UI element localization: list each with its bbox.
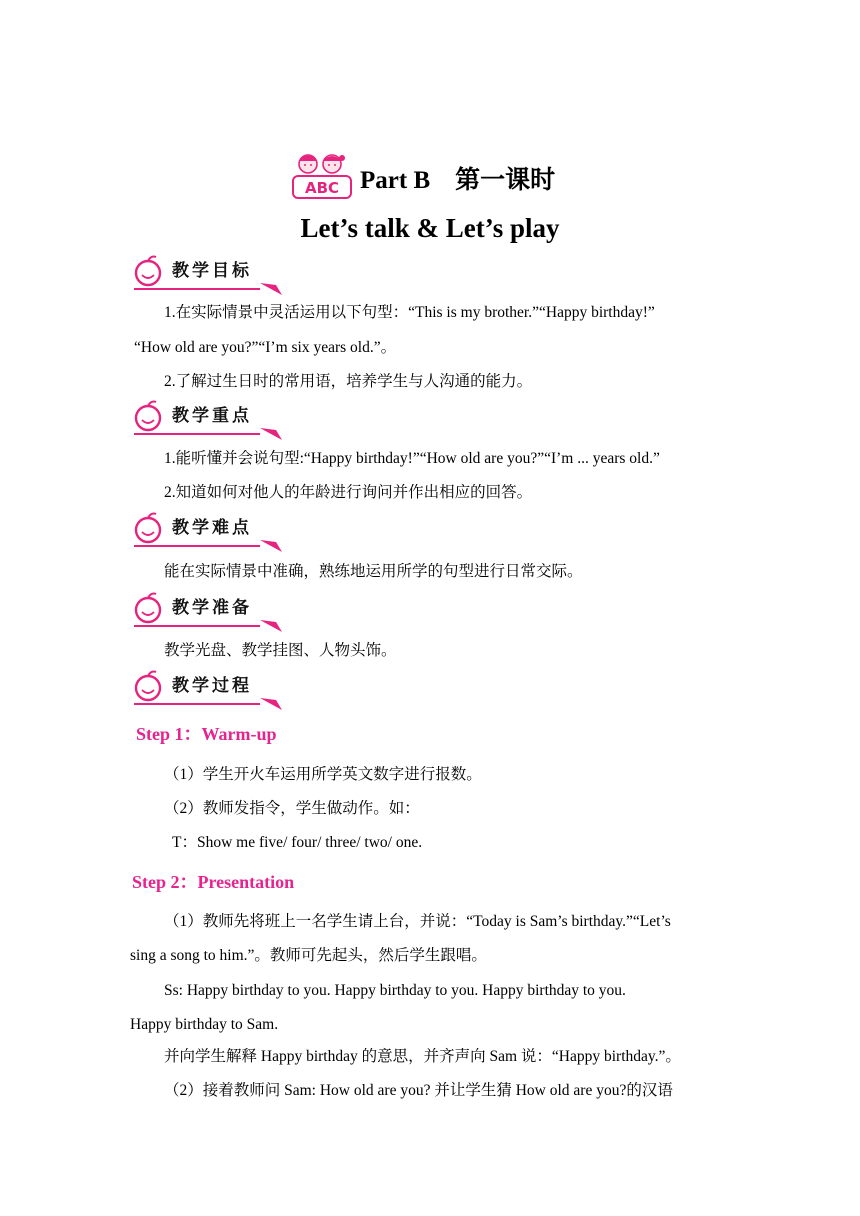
paragraph-line: Happy birthday to Sam. [130, 1016, 279, 1033]
paragraph-line: 教学光盘、教学挂图、人物头饰。 [164, 642, 397, 659]
paragraph-line: （1）学生开火车运用所学英文数字进行报数。 [164, 766, 482, 783]
section-banner-difficulties [130, 512, 286, 552]
paragraph-line: Ss: Happy birthday to you. Happy birthday to you. Happy birthday to you. [164, 982, 626, 999]
paragraph-line: 2.知道如何对他人的年龄进行询问并作出相应的回答。 [164, 484, 533, 501]
pencil-icon [260, 620, 282, 632]
step-heading: Step 2：Presentation [132, 872, 295, 892]
svg-text:ABC: ABC [304, 179, 340, 197]
abc-kids-logo [290, 150, 356, 202]
pencil-icon [260, 540, 282, 552]
section-label: 教学重点 [172, 406, 252, 426]
title-row [290, 148, 555, 202]
paragraph-line: 能在实际情景中准确，熟练地运用所学的句型进行日常交际。 [164, 563, 583, 580]
section-banner-key-points [130, 400, 286, 440]
section-label: 教学过程 [172, 676, 252, 696]
section-banner-process [130, 670, 286, 710]
paragraph-line: 并向学生解释 Happy birthday 的意思，并齐声向 Sam 说：“Happy birthday.”。 [164, 1048, 681, 1065]
pencil-icon [260, 428, 282, 440]
pencil-icon [260, 283, 282, 295]
section-banner-goals [130, 255, 286, 295]
paragraph-line: 2.了解过生日时的常用语，培养学生与人沟通的能力。 [164, 373, 533, 390]
paragraph-line: sing a song to him.”。教师可先起头，然后学生跟唱。 [130, 947, 487, 964]
section-label: 教学目标 [172, 261, 252, 281]
page-subtitle: Let’s talk & Let’s play [300, 213, 560, 243]
paragraph-line: 1.能听懂并会说句型:“Happy birthday!”“How old are you?”“I’m ... years old.” [164, 450, 660, 467]
section-label: 教学准备 [172, 598, 252, 618]
pencil-icon [260, 698, 282, 710]
paragraph-line: （2）教师发指令，学生做动作。如： [164, 800, 420, 817]
paragraph-line: “How old are you?”“I’m six years old.”。 [134, 339, 397, 356]
paragraph-line: （2）接着教师问 Sam: How old are you? 并让学生猜 How old are you?的汉语 [164, 1082, 673, 1099]
section-label: 教学难点 [172, 518, 252, 538]
page-title: Part B 第一课时 [360, 167, 556, 194]
paragraph-line: （1）教师先将班上一名学生请上台，并说：“Today is Sam’s birthday.”“Let’s [164, 913, 671, 930]
paragraph-line: T：Show me five/ four/ three/ two/ one. [172, 834, 423, 851]
step-heading: Step 1：Warm-up [136, 724, 277, 744]
paragraph-line: 1.在实际情景中灵活运用以下句型：“This is my brother.”“Happy birthday!” [164, 304, 655, 321]
section-banner-preparation [130, 592, 286, 632]
